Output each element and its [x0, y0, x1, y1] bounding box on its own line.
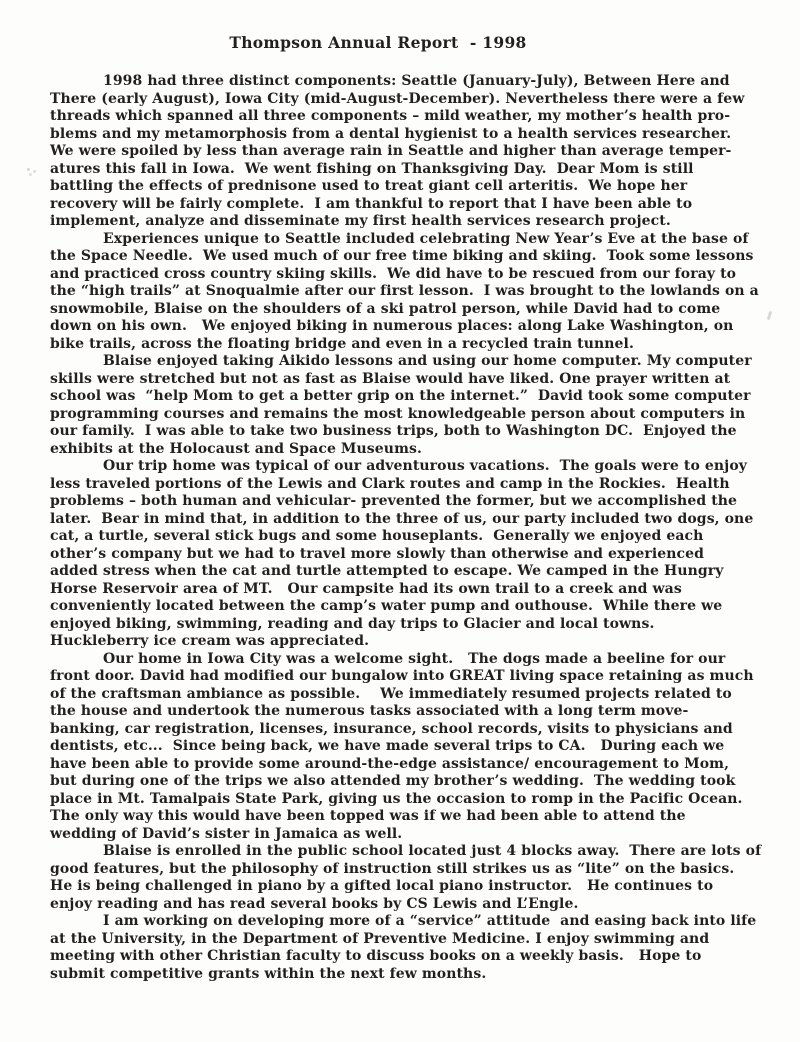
text-line: school was “help Mom to get a better grip on the internet.” David took some computer: [50, 388, 751, 404]
text-line: the house and undertook the numerous tasks associated with a long term move-: [50, 703, 689, 719]
text-line: problems – both human and vehicular- prevented the former, but we accomplished the: [50, 493, 738, 509]
text-line: banking, car registration, licenses, insurance, school records, visits to physicians and: [50, 720, 733, 737]
text-line: and practiced cross country skiing skills. We did have to be rescued from our foray to: [50, 265, 737, 282]
text-line: added stress when the cat and turtle attempted to escape. We camped in the Hungry: [50, 563, 724, 579]
text-line: The only way this would have been topped was if we had been able to attend the: [50, 808, 686, 824]
text-line: threads which spanned all three components – mild weather, my mother’s health pro-: [50, 108, 731, 124]
text-line: bike trails, across the floating bridge and even in a recycled train tunnel.: [50, 335, 634, 352]
text-line: conveniently located between the camp’s water pump and outhouse. While there we: [50, 598, 723, 614]
text-line: atures this fall in Iowa. We went fishing on Thanksgiving Day. Dear Mom is still: [50, 160, 694, 177]
text-line: implement, analyze and disseminate my first health services research project.: [50, 213, 671, 229]
text-line: enjoyed biking, swimming, reading and day trips to Glacier and local towns.: [50, 615, 655, 632]
text-line: less traveled portions of the Lewis and Clark routes and camp in the Rockies. Health: [50, 475, 730, 492]
scan-mark-artifact: [767, 311, 773, 320]
text-line: dentists, etc... Since being back, we have made several trips to CA. During each we: [50, 738, 725, 754]
paragraph: [50, 458, 764, 651]
text-line: snowmobile, Blaise on the shoulders of a ski patrol person, while David had to come: [50, 300, 721, 317]
text-line: meeting with other Christian faculty to discuss books on a weekly basis. Hope to: [50, 948, 702, 964]
text-line: other’s company but we had to travel more slowly than otherwise and experienced: [50, 545, 705, 562]
text-line: Experiences unique to Seattle included celebrating New Year’s Eve at the base of: [103, 230, 749, 247]
text-line: Our trip home was typical of our adventurous vacations. The goals were to enjoy: [103, 458, 747, 474]
text-line: but during one of the trips we also attended my brother’s wedding. The wedding took: [50, 773, 736, 789]
text-line: Blaise is enrolled in the public school located just 4 blocks away. There are lots of: [103, 843, 762, 859]
paragraph: [50, 913, 764, 983]
text-line: We were spoiled by less than average rain in Seattle and higher than average temper-: [50, 143, 732, 159]
text-line: 1998 had three distinct components: Seattle (January-July), Between Here and: [103, 73, 730, 89]
text-line: blems and my metamorphosis from a dental hygienist to a health services researcher.: [50, 125, 732, 142]
text-line: front door. David had modified our bungalow into GREAT living space retaining as much: [50, 668, 754, 684]
text-line: good features, but the philosophy of instruction still strikes us as “lite” on the basics.: [50, 860, 735, 877]
text-line: later. Bear in mind that, in addition to the three of us, our party included two dogs, one: [50, 510, 754, 527]
text-line: He is being challenged in piano by a gifted local piano instructor. He continues to: [50, 878, 714, 894]
text-line: skills were stretched but not as fast as Blaise would have liked. One prayer written at: [50, 370, 731, 387]
text-line: wedding of David’s sister in Jamaica as well.: [50, 825, 403, 842]
text-line: Our home in Iowa City was a welcome sight. The dogs made a beeline for our: [103, 650, 726, 667]
text-line: submit competitive grants within the next few months.: [50, 965, 487, 982]
text-line: exhibits at the Holocaust and Space Museums.: [50, 440, 422, 457]
paragraph: [50, 73, 764, 231]
document-body: [50, 73, 764, 983]
text-line: There (early August), Iowa City (mid-August-December). Nevertheless there were a few: [50, 90, 745, 107]
text-line: recovery will be fairly complete. I am thankful to report that I have been able to: [50, 195, 693, 212]
paragraph: [50, 843, 764, 913]
paragraph: [50, 651, 764, 844]
text-line: Huckleberry ice cream was appreciated.: [50, 633, 370, 649]
paragraph: [50, 353, 764, 458]
document-title: Thompson Annual Report - 1998: [229, 33, 527, 52]
text-line: enjoy reading and has read several books by CS Lewis and L’Engle.: [50, 895, 579, 912]
text-line: Blaise enjoyed taking Aikido lessons and using our home computer. My computer: [103, 353, 752, 369]
text-line: battling the effects of prednisone used to treat giant cell arteritis. We hope her: [50, 178, 688, 194]
text-line: the “high trails” at Snoqualmie after our first lesson. I was brought to the lowlands on a: [50, 283, 759, 299]
text-line: down on his own. We enjoyed biking in numerous places: along Lake Washington, on: [50, 318, 734, 334]
text-line: I am working on developing more of a “service” attitude and easing back into life: [103, 913, 757, 929]
text-line: of the craftsman ambiance as possible. We immediately resumed projects related to: [50, 685, 732, 702]
text-line: our family. I was able to take two business trips, both to Washington DC. Enjoyed the: [50, 423, 737, 439]
scan-smudge-artifact: [27, 168, 30, 171]
text-line: cat, a turtle, several stick bugs and some houseplants. Generally we enjoyed each: [50, 528, 704, 544]
paragraph: [50, 231, 764, 354]
text-line: have been able to provide some around-the-edge assistance/ encouragement to Mom,: [50, 755, 730, 772]
text-line: the Space Needle. We used much of our free time biking and skiing. Took some lessons: [50, 248, 754, 264]
text-line: Horse Reservoir area of MT. Our campsite had its own trail to a creek and was: [50, 580, 682, 597]
text-line: programming courses and remains the most knowledgeable person about computers in: [50, 405, 746, 422]
text-line: at the University, in the Department of Preventive Medicine. I enjoy swimming and: [50, 930, 710, 947]
text-line: place in Mt. Tamalpais State Park, giving us the occasion to romp in the Pacific Ocean.: [50, 790, 743, 807]
